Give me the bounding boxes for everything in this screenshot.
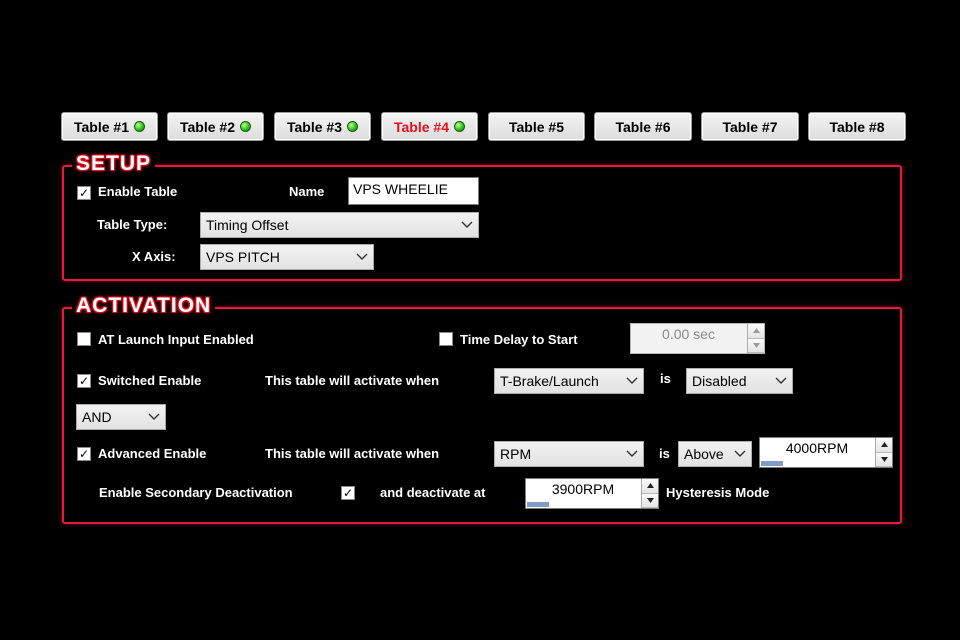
- at-launch-checkbox[interactable]: [77, 332, 91, 346]
- tab-label: Table #2: [180, 118, 235, 135]
- tab-table-1[interactable]: [61, 112, 158, 141]
- spin-up-button[interactable]: [642, 479, 658, 494]
- arrow-down-icon: [647, 498, 654, 503]
- chevron-down-icon: [461, 221, 473, 229]
- switched-source-select[interactable]: [494, 368, 644, 394]
- advanced-enable-checkbox[interactable]: ✓: [78, 447, 90, 461]
- spinner-buttons: [641, 479, 658, 508]
- advanced-value: 4000RPM: [785, 440, 849, 456]
- hysteresis-mode-label: Hysteresis Mode: [666, 485, 770, 500]
- tab-label: Table #6: [615, 118, 671, 135]
- logic-value: AND: [82, 409, 112, 425]
- deactivate-at-label: and deactivate at: [380, 485, 486, 500]
- tab-table-4[interactable]: [381, 112, 478, 141]
- name-input[interactable]: VPS WHEELIE: [348, 177, 479, 205]
- arrow-down-icon: [881, 457, 888, 462]
- deactivate-value: 3900RPM: [551, 481, 615, 497]
- tab-label: Table #1: [74, 118, 129, 135]
- time-delay-value: 0.00 sec: [662, 326, 715, 342]
- time-delay-label: Time Delay to Start: [460, 332, 578, 347]
- tab-table-5[interactable]: [488, 112, 585, 141]
- activation-title: ACTIVATION: [72, 295, 215, 317]
- tab-table-8[interactable]: [808, 112, 906, 141]
- tab-label: Table #4: [394, 118, 449, 135]
- spinner-level-bar: [527, 502, 549, 507]
- spin-down-button[interactable]: [748, 339, 764, 354]
- table-type-label: Table Type:: [97, 217, 168, 232]
- status-led-icon: [134, 121, 145, 132]
- switched-state-select[interactable]: [686, 368, 793, 394]
- switched-enable-checkbox[interactable]: ✓: [78, 374, 90, 388]
- chevron-down-icon: [356, 253, 368, 261]
- name-label: Name: [289, 184, 325, 199]
- spinner-buttons: [875, 438, 892, 467]
- tab-label: Table #8: [829, 118, 885, 135]
- time-delay-checkbox[interactable]: [439, 332, 453, 346]
- secondary-deactivation-label: Enable Secondary Deactivation: [99, 485, 293, 500]
- spinner-buttons: [747, 324, 764, 353]
- spin-down-button[interactable]: [642, 494, 658, 509]
- at-launch-label: AT Launch Input Enabled: [98, 332, 254, 347]
- advanced-value-spinner[interactable]: [759, 437, 893, 468]
- arrow-up-icon: [647, 483, 654, 488]
- x-axis-value: VPS PITCH: [206, 249, 280, 265]
- enable-table-label: Enable Table: [98, 184, 178, 199]
- tab-table-7[interactable]: [701, 112, 799, 141]
- arrow-up-icon: [881, 442, 888, 447]
- tab-table-2[interactable]: [167, 112, 264, 141]
- setup-section: [62, 165, 902, 281]
- x-axis-select[interactable]: [200, 244, 374, 270]
- enable-table-checkbox[interactable]: ✓: [78, 186, 90, 200]
- arrow-up-icon: [753, 328, 760, 333]
- advanced-enable-label: Advanced Enable: [98, 446, 207, 461]
- spin-up-button[interactable]: [876, 438, 892, 453]
- time-delay-spinner[interactable]: [630, 323, 765, 354]
- deactivate-value-spinner[interactable]: [525, 478, 659, 509]
- secondary-deactivation-checkbox[interactable]: ✓: [342, 486, 354, 500]
- status-led-icon: [347, 121, 358, 132]
- advanced-condition-value: Above: [684, 446, 724, 462]
- advanced-condition-select[interactable]: [678, 441, 752, 467]
- activate-when-label: This table will activate when: [265, 446, 440, 461]
- setup-title: SETUP: [72, 153, 155, 175]
- status-led-icon: [454, 121, 465, 132]
- chevron-down-icon: [626, 377, 638, 385]
- logic-select[interactable]: [76, 404, 166, 430]
- tab-label: Table #7: [722, 118, 778, 135]
- advanced-source-value: RPM: [500, 446, 532, 462]
- x-axis-label: X Axis:: [132, 249, 176, 264]
- switched-source-value: T-Brake/Launch: [500, 373, 599, 389]
- activate-when-label: This table will activate when: [265, 373, 440, 388]
- chevron-down-icon: [148, 413, 160, 421]
- arrow-down-icon: [753, 343, 760, 348]
- is-label: is: [659, 446, 670, 461]
- tab-table-6[interactable]: [594, 112, 692, 141]
- tab-label: Table #5: [509, 118, 564, 135]
- tab-label: Table #3: [287, 118, 342, 135]
- table-type-value: Timing Offset: [206, 217, 289, 233]
- table-type-select[interactable]: [200, 212, 479, 238]
- spinner-level-bar: [761, 461, 783, 466]
- status-led-icon: [240, 121, 251, 132]
- switched-state-value: Disabled: [692, 373, 747, 389]
- spin-down-button[interactable]: [876, 453, 892, 468]
- chevron-down-icon: [734, 450, 746, 458]
- advanced-source-select[interactable]: [494, 441, 644, 467]
- chevron-down-icon: [626, 450, 638, 458]
- is-label: is: [660, 371, 671, 386]
- tab-table-3[interactable]: [274, 112, 371, 141]
- switched-enable-label: Switched Enable: [98, 373, 202, 388]
- chevron-down-icon: [775, 377, 787, 385]
- spin-up-button[interactable]: [748, 324, 764, 339]
